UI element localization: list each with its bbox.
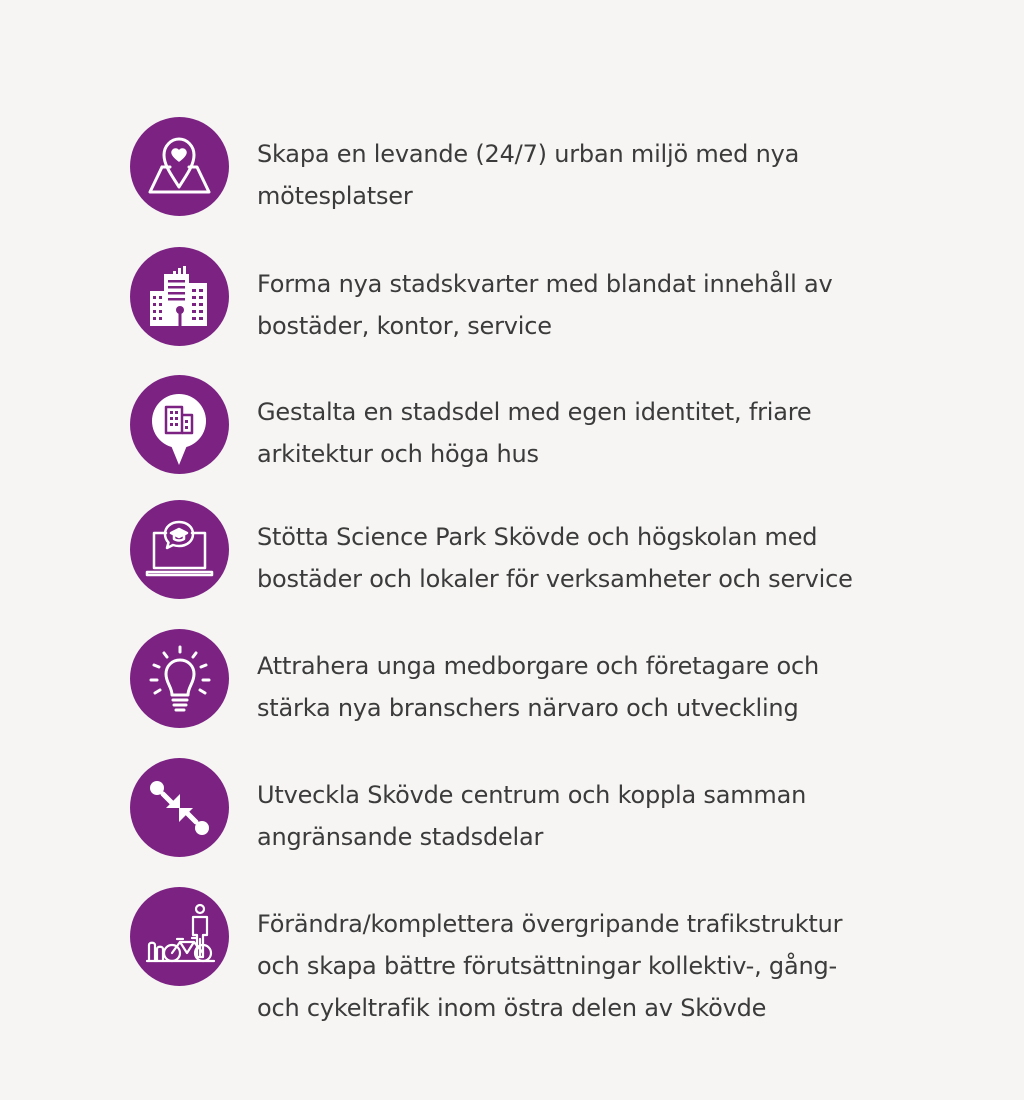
goal-text: Skapa en levande (24/7) urban miljö med nya mötesplatser <box>257 140 800 210</box>
goal-text: Forma nya stadskvarter med blandat innehåll av bostäder, kontor, service <box>257 270 833 340</box>
goal-icon-circle <box>130 375 229 474</box>
goal-icon-circle <box>130 629 229 728</box>
laptop-graduation-cap-icon <box>130 500 229 599</box>
city-buildings-icon <box>130 247 229 346</box>
goal-icon-circle <box>130 758 229 857</box>
map-pin-heart-icon <box>130 117 229 216</box>
goal-text: Förändra/komplettera övergripande trafikstruktur och skapa bättre förutsättningar kollektiv-, gång- och cykeltrafik inom östra delen av Skövde <box>257 910 843 1022</box>
goal-icon-circle <box>130 500 229 599</box>
goal-icon-circle <box>130 117 229 216</box>
building-location-pin-icon <box>130 375 229 474</box>
goal-icon-circle <box>130 887 229 986</box>
lightbulb-icon <box>130 629 229 728</box>
goal-icon-circle <box>130 247 229 346</box>
goal-text: Gestalta en stadsdel med egen identitet, friare arkitektur och höga hus <box>257 398 812 468</box>
pedestrian-bicycle-icon <box>130 887 229 986</box>
goal-text: Stötta Science Park Skövde och högskolan med bostäder och lokaler för verksamheter och service <box>257 523 853 593</box>
goal-text: Attrahera unga medborgare och företagare och stärka nya branschers närvaro och utveckling <box>257 652 820 722</box>
goal-text: Utveckla Skövde centrum och koppla samman angränsande stadsdelar <box>257 781 807 851</box>
connect-arrows-icon <box>130 758 229 857</box>
